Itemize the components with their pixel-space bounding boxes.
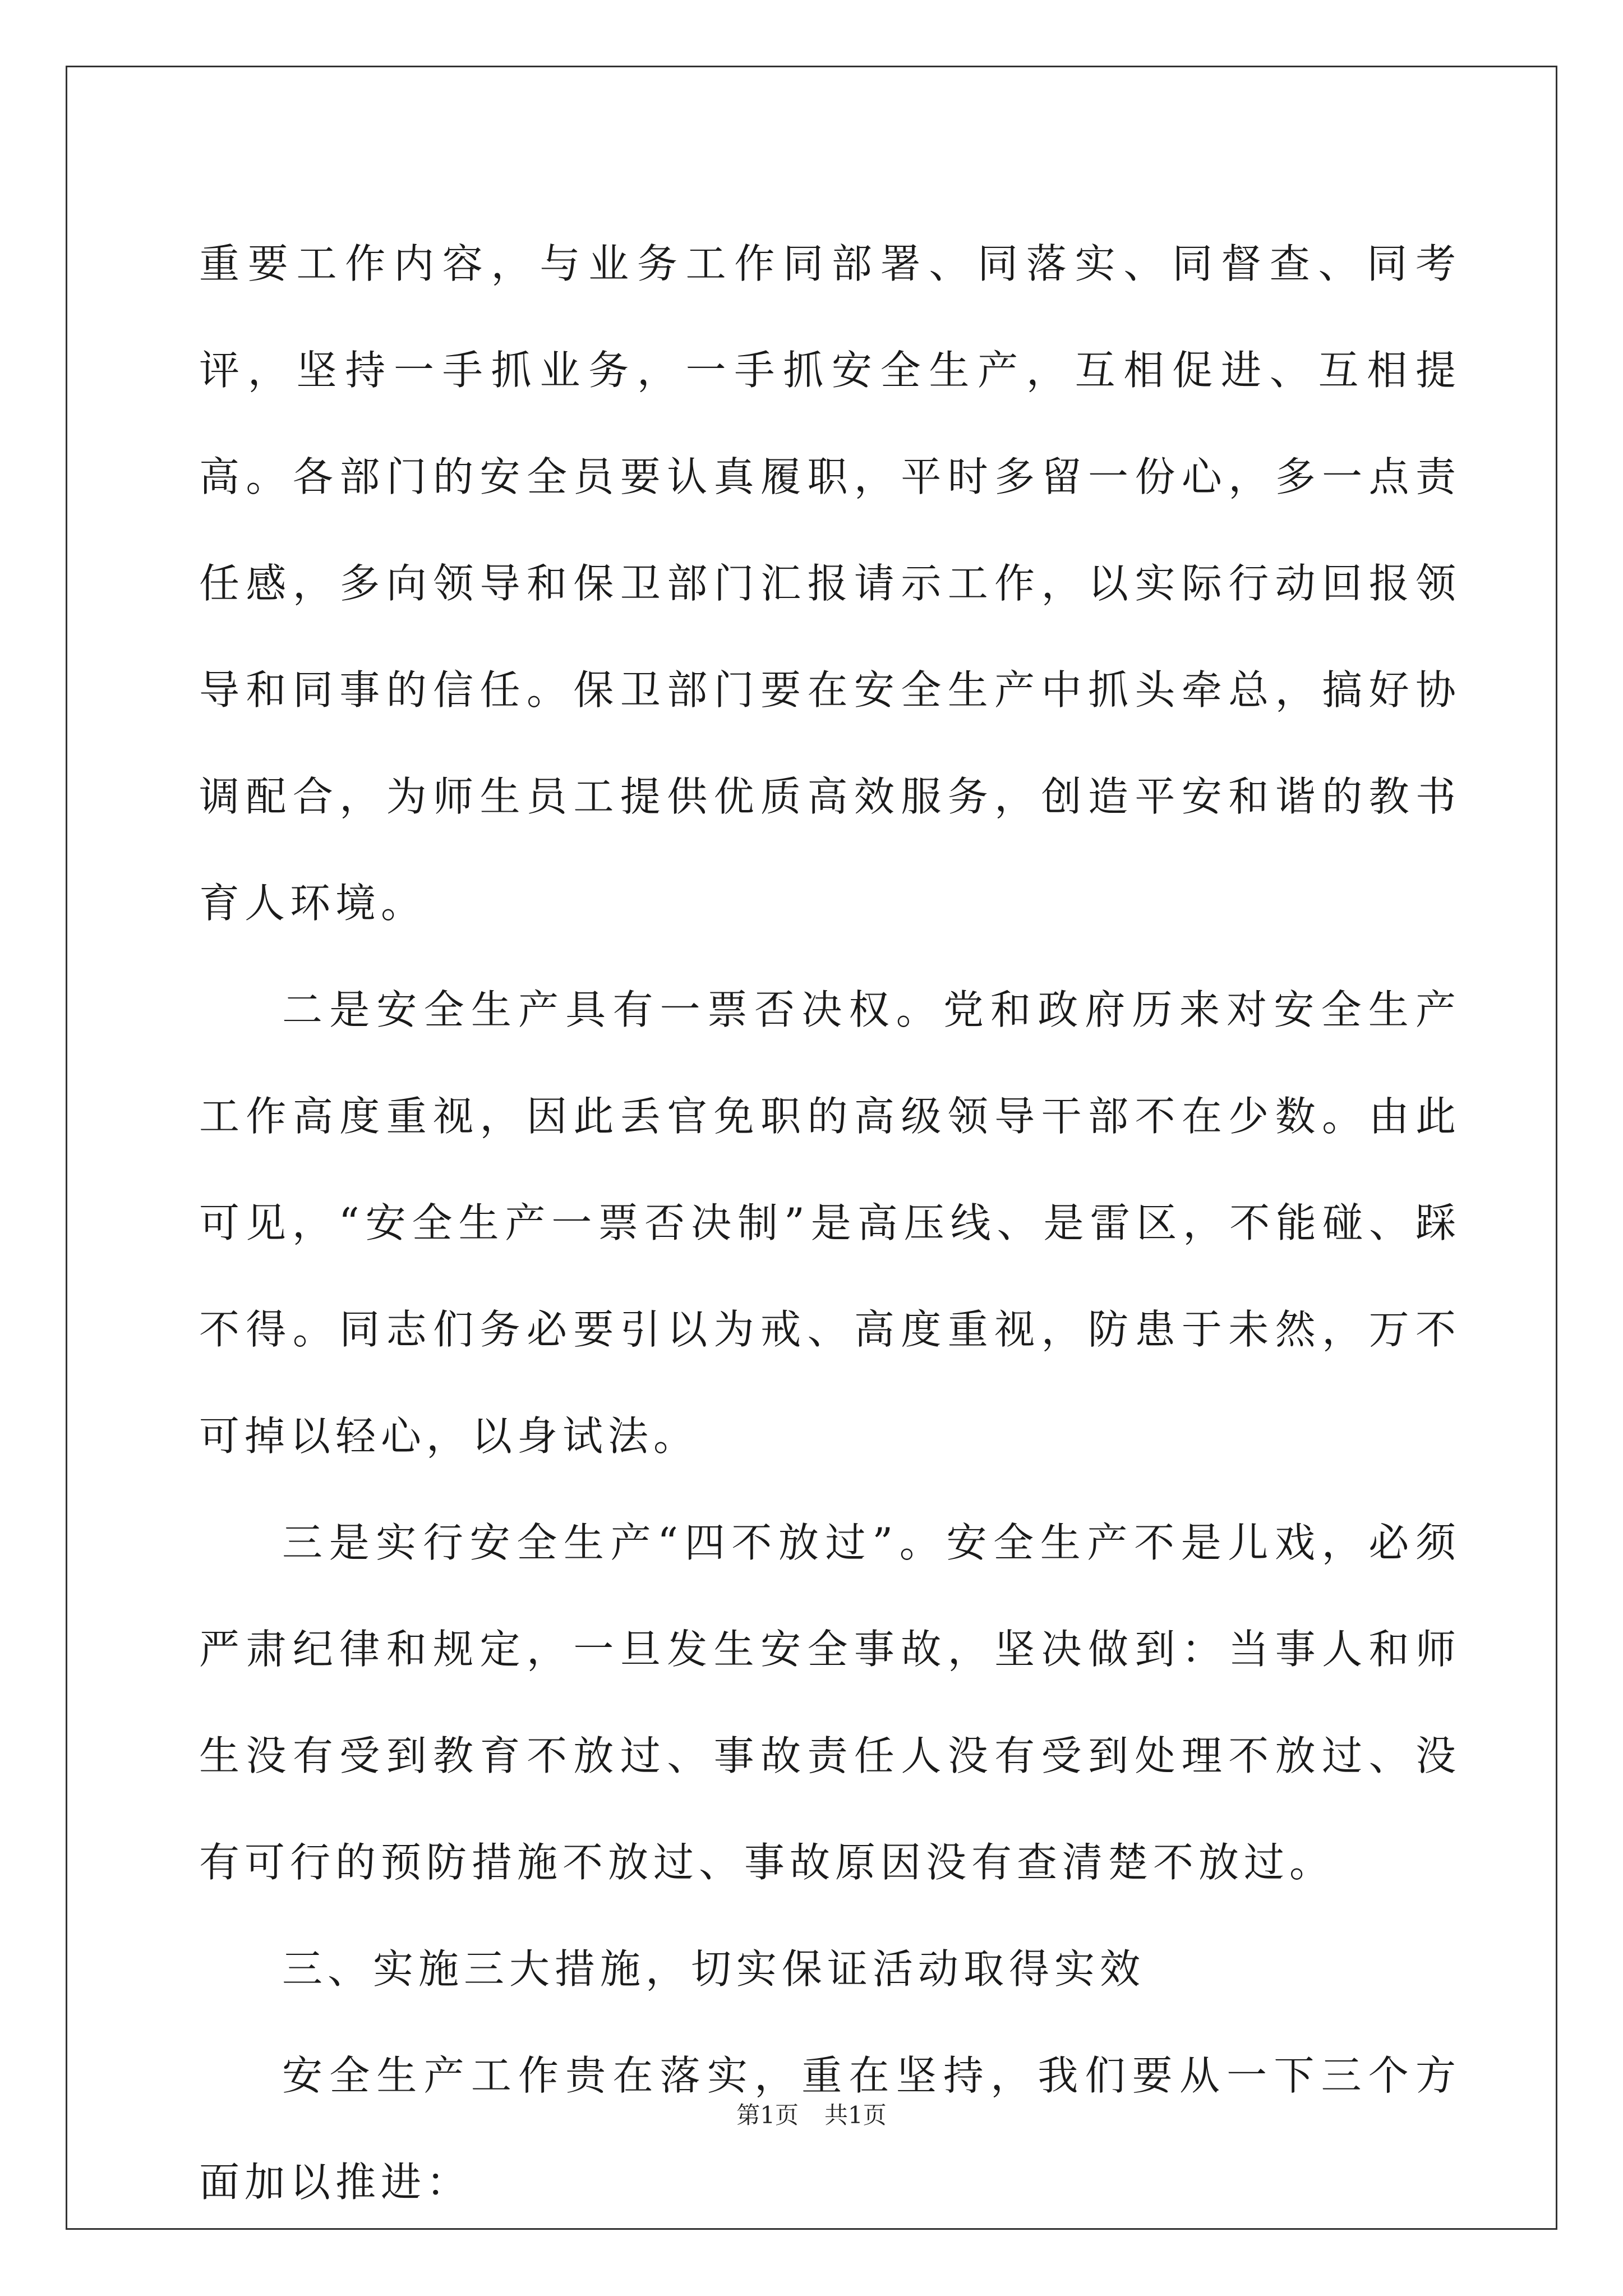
paragraph: 三是实行安全生产“四不放过”。安全生产不是儿戏，必须严肃纪律和规定，一旦发生安全事故，坚决做到：当事人和师生没有受到教育不放过、事故责任人没有受到处理不放过、没有可行的预防措施不放过、事故原因没有查清楚不放过。	[199, 1519, 1461, 1886]
page-footer	[0, 2097, 1623, 2131]
document-body	[199, 210, 1461, 2235]
paragraph: 重要工作内容，与业务工作同部署、同落实、同督查、同考评，坚持一手抓业务，一手抓安全生产，互相促进、互相提高。各部门的安全员要认真履职，平时多留一份心，多一点责任感，多向领导和保卫部门汇报请示工作，以实际行动回报领导和同事的信任。保卫部门要在安全生产中抓头牵总，搞好协调配合，为师生员工提供优质高效服务，创造平安和谐的教书育人环境。	[199, 240, 1461, 927]
paragraph: 安全生产工作贵在落实，重在坚持，我们要从一下三个方面加以推进：	[199, 2052, 1461, 2206]
page-number-total: 共1页	[824, 2101, 887, 2129]
section-heading: 三、实施三大措施，切实保证活动取得实效	[282, 1945, 1146, 1993]
paragraph: 二是安全生产具有一票否决权。党和政府历来对安全生产工作高度重视，因此丢官免职的高级领导干部不在少数。由此可见，“安全生产一票否决制”是高压线、是雷区，不能碰、踩不得。同志们务必要引以为戒、高度重视，防患于未然，万不可掉以轻心，以身试法。	[199, 986, 1461, 1460]
page-number-current: 第1页	[736, 2101, 799, 2129]
